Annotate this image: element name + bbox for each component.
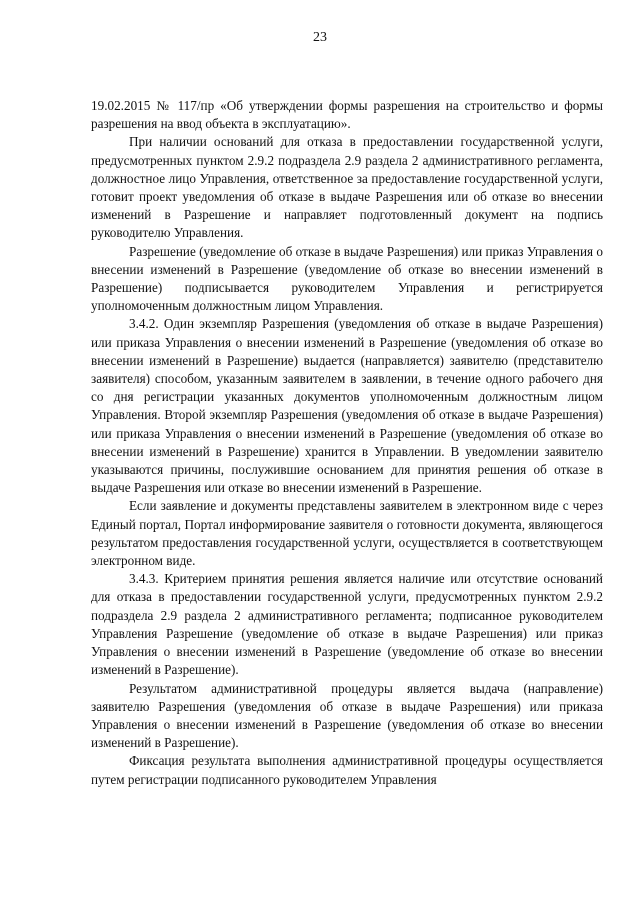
body-text [91, 97, 603, 789]
paragraph: Фиксация результата выполнения административной процедуры осуществляется путем регистрации подписанного руководителем Управления [91, 753, 603, 787]
paragraph: 19.02.2015 № 117/пр «Об утверждении формы разрешения на строительство и формы разрешения на ввод объекта в эксплуатацию». [91, 98, 603, 132]
paragraph: 3.4.3. Критерием принятия решения является наличие или отсутствие оснований для отказа в предоставлении государственной услуги, предусмотренных пунктом 2.9.2 подраздела 2.9 раздела 2 административного регламента; подписанное руководителем Управления Разрешение (уведомление об отказе в выдаче Разрешения) или приказ Управления о внесении изменений в Разрешение (уведомление об отказе во внесении изменений в Разрешение). [91, 571, 603, 678]
paragraph: Если заявление и документы представлены заявителем в электронном виде с через Единый портал, Портал информирование заявителя о готовности документа, являющегося результатом предоставления государственной услуги, осуществляется в соответствующем электронном виде. [91, 498, 603, 569]
page-number: 23 [313, 30, 327, 45]
paragraph: Результатом административной процедуры является выдача (направление) заявителю Разрешения (уведомления об отказе в выдаче Разрешения) или приказа Управления о внесении изменений в Разрешение (уведомления об отказе во внесении изменений в Разрешение). [91, 680, 603, 751]
paragraph: 3.4.2. Один экземпляр Разрешения (уведомления об отказе в выдаче Разрешения) или приказа Управления о внесении изменений в Разрешение (уведомления об отказе во внесении изменений в Разрешение) выдается (направляется) заявителю (представителю заявителя) способом, указанным заявителем в заявлении, в течение одного рабочего дня со дня регистрации указанных документов уполномоченным должностным лицом Управления. Второй экземпляр Разрешения (уведомления об отказе в выдаче Разрешения) или приказа Управления о внесении изменений в Разрешение (уведомления об отказе во внесении изменений в Разрешение) хранится в Управлении. В уведомлении заявителю указываются причины, послужившие основанием для принятия решения об отказе в выдаче Разрешения или отказе во внесении изменений в Разрешение. [91, 316, 603, 496]
paragraph: При наличии оснований для отказа в предоставлении государственной услуги, предусмотренных пунктом 2.9.2 подраздела 2.9 раздела 2 административного регламента, должностное лицо Управления, ответственное за предоставление государственной услуги, готовит проект уведомления об отказе в выдаче Разрешения или об отказе во внесении изменений в Разрешение и направляет подготовленный документ на подпись руководителю Управления. [91, 134, 603, 241]
paragraph: Разрешение (уведомление об отказе в выдаче Разрешения) или приказ Управления о внесении изменений в Разрешение (уведомление об отказе во внесении изменений в Разрешение) подписывается руководителем Управления и регистрируется уполномоченным должностным лицом Управления. [91, 243, 603, 314]
